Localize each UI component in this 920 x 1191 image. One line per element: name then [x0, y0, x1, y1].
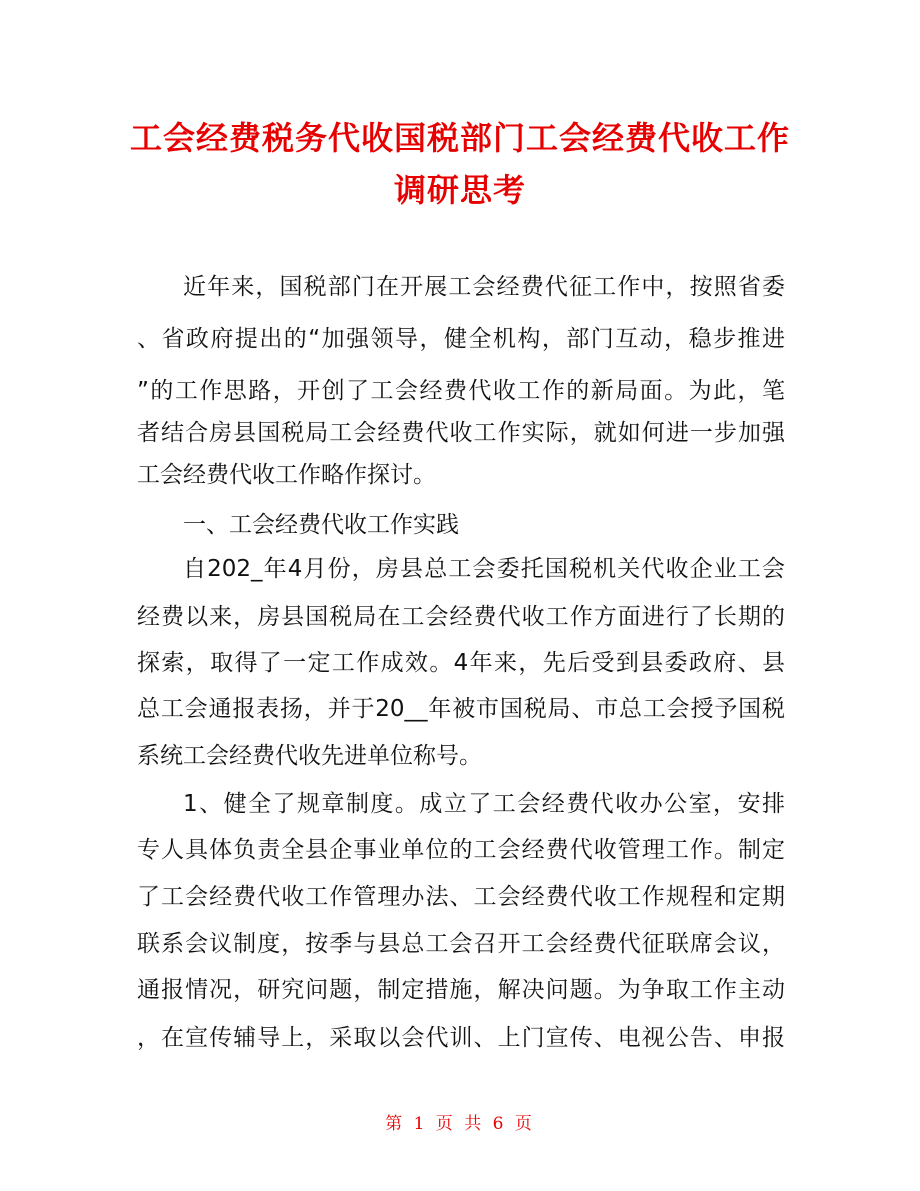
paragraph-3-line: ，在宣传辅导上，采取以会代训、上门宣传、电视公告、申报 — [137, 1025, 785, 1051]
paragraph-3-line: 了工会经费代收工作管理办法、工会经费代收工作规程和定期 — [137, 884, 785, 910]
paragraph-2-line: 经费以来，房县国税局在工会经费代收工作方面进行了长期的 — [137, 604, 785, 630]
paragraph-1-line: 近年来，国税部门在开展工会经费代征工作中，按照省委 — [183, 274, 785, 300]
paragraph-1-line: 工会经费代收工作略作探讨。 — [137, 462, 436, 488]
paragraph-1-line: 、省政府提出的“加强领导，健全机构，部门互动，稳步推进 — [137, 326, 785, 352]
document-title-line-1: 工会经费税务代收国税部门工会经费代收工作 — [129, 119, 790, 157]
page-number-footer: 第 1 页 共 6 页 — [385, 1114, 535, 1134]
paragraph-3-line: 1、健全了规章制度。成立了工会经费代收办公室，安排 — [183, 791, 785, 817]
section-heading: 一、工会经费代收工作实践 — [183, 512, 459, 538]
paragraph-1-line: 者结合房县国税局工会经费代收工作实际，就如何进一步加强 — [137, 420, 785, 446]
paragraph-2-line: 自202_年4月份，房县总工会委托国税机关代收企业工会 — [183, 556, 785, 582]
paragraph-3-line: 联系会议制度，按季与县总工会召开工会经费代征联席会议， — [137, 931, 785, 957]
paragraph-1-line: ”的工作思路，开创了工会经费代收工作的新局面。为此，笔 — [137, 378, 785, 404]
paragraph-2-line: 总工会通报表扬，并于20__年被市国税局、市总工会授予国税 — [137, 696, 785, 722]
paragraph-3-line: 通报情况，研究问题，制定措施，解决问题。为争取工作主动 — [137, 977, 785, 1003]
paragraph-2-line: 系统工会经费代收先进单位称号。 — [137, 743, 482, 769]
document-title-line-2: 调研思考 — [393, 171, 526, 209]
paragraph-2-line: 探索，取得了一定工作成效。4年来，先后受到县委政府、县 — [137, 650, 785, 676]
paragraph-3-line: 专人具体负责全县企事业单位的工会经费代收管理工作。制定 — [137, 837, 785, 863]
